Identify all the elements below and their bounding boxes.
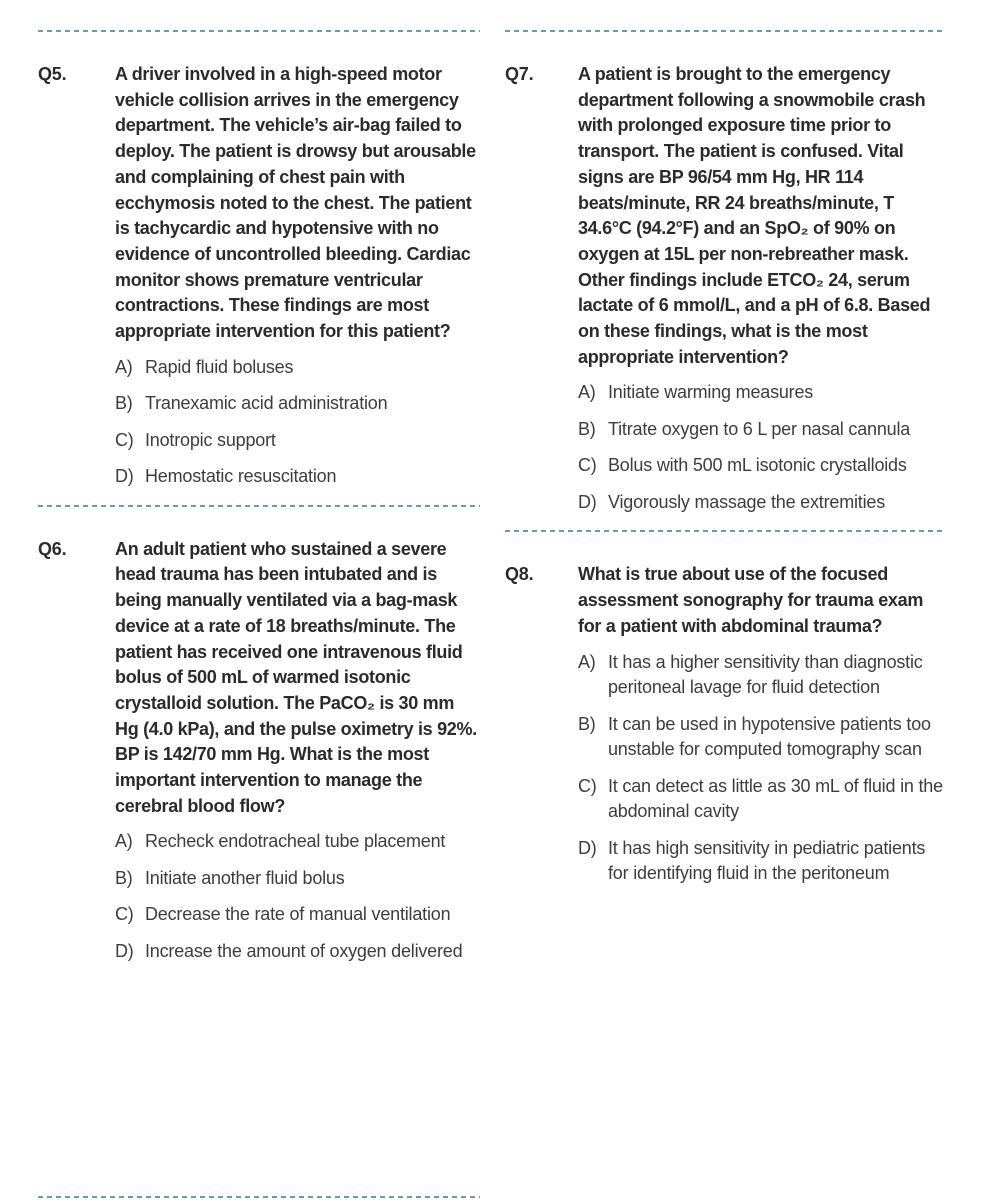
option-text: Recheck endotracheal tube placement <box>145 831 446 852</box>
option-label: A) <box>115 831 133 852</box>
option-label: D) <box>115 466 134 487</box>
option-a <box>578 650 945 701</box>
question-q8 <box>505 562 945 897</box>
option-d <box>578 490 945 516</box>
question-q7 <box>505 62 945 526</box>
option-c <box>578 453 945 479</box>
right-column <box>505 30 945 1202</box>
option-b <box>578 417 945 443</box>
section-divider-top-right <box>505 30 945 32</box>
option-c <box>115 428 480 454</box>
question-text: What is true about use of the focused assessment sonography for trauma exam for a patient with abdominal trauma? <box>578 564 924 636</box>
option-text: Vigorously massage the extremities <box>608 491 885 512</box>
option-text: It has high sensitivity in pediatric patients for identifying fluid in the peritoneum <box>608 837 926 884</box>
option-c <box>115 902 480 928</box>
option-label: D) <box>578 837 597 858</box>
option-text: Tranexamic acid administration <box>145 393 388 414</box>
question-q6 <box>38 537 480 976</box>
option-label: C) <box>578 455 597 476</box>
option-text: Titrate oxygen to 6 L per nasal cannula <box>608 418 911 439</box>
section-divider-top-left <box>38 30 480 32</box>
option-label: D) <box>578 491 597 512</box>
option-label: B) <box>578 713 596 734</box>
option-text: Inotropic support <box>145 429 276 450</box>
section-divider-mid-left <box>38 505 480 507</box>
option-label: C) <box>115 429 134 450</box>
option-text: Decrease the rate of manual ventilation <box>145 904 451 925</box>
option-label: A) <box>115 356 133 377</box>
question-text: An adult patient who sustained a severe head trauma has been intubated and is being manually ventilated via a bag-mask device at a rate of 18 breaths/minute. The patient has received one intravenous fluid bolus of 500 mL of warmed isotonic crystalloid solution. The PaCO₂ is 30 mm Hg (4.0 kPa), and the pulse oximetry is 92%. BP is 142/70 mm Hg. What is the most important intervention to manage the cerebral blood flow? <box>115 538 477 816</box>
option-a <box>115 829 480 855</box>
option-label: C) <box>578 775 597 796</box>
option-label: A) <box>578 651 596 672</box>
option-label: B) <box>578 418 596 439</box>
left-column <box>38 30 480 1202</box>
question-q5 <box>38 62 480 501</box>
question-body <box>115 62 480 501</box>
option-label: D) <box>115 940 134 961</box>
question-number: Q7. <box>505 64 534 84</box>
option-a <box>115 355 480 381</box>
section-divider-mid-right <box>505 530 945 532</box>
option-text: Rapid fluid boluses <box>145 356 294 377</box>
option-c <box>578 774 945 825</box>
question-text: A driver involved in a high-speed motor vehicle collision arrives in the emergency department. The vehicle’s air-bag failed to deploy. The patient is drowsy but arousable and complaining of chest pain with ecchymosis noted to the chest. The patient is tachycardic and hypotensive with no evidence of uncontrolled bleeding. Cardiac monitor shows premature ventricular contractions. These findings are most appropriate intervention for this patient? <box>115 64 476 342</box>
question-text: A patient is brought to the emergency department following a snowmobile crash with prolonged exposure time prior to transport. The patient is confused. Vital signs are BP 96/54 mm Hg, HR 114 beats/minute, RR 24 breaths/minute, T 34.6°C (94.2°F) and an SpO₂ of 90% on oxygen at 15L per non-rebreather mask. Other findings include ETCO₂ 24, serum lactate of 6 mmol/L, and a pH of 6.8. Based on these findings, what is the most appropriate intervention? <box>578 64 931 367</box>
option-d <box>115 939 480 965</box>
option-d <box>578 836 945 887</box>
option-text: It can be used in hypotensive patients too unstable for computed tomography scan <box>608 713 931 760</box>
question-body <box>578 62 945 526</box>
option-text: Bolus with 500 mL isotonic crystalloids <box>608 455 907 476</box>
option-b <box>578 712 945 763</box>
option-label: A) <box>578 382 596 403</box>
section-divider-bottom-left <box>38 1196 480 1198</box>
option-d <box>115 464 480 490</box>
option-text: It can detect as little as 30 mL of fluid in the abdominal cavity <box>608 775 943 822</box>
question-body <box>115 537 480 976</box>
question-number: Q5. <box>38 64 67 84</box>
option-a <box>578 380 945 406</box>
option-label: C) <box>115 904 134 925</box>
option-text: Initiate warming measures <box>608 382 814 403</box>
option-b <box>115 391 480 417</box>
option-text: Increase the amount of oxygen delivered <box>145 940 463 961</box>
options-list <box>578 380 945 515</box>
option-label: B) <box>115 867 133 888</box>
option-b <box>115 866 480 892</box>
option-label: B) <box>115 393 133 414</box>
question-body <box>578 562 945 897</box>
question-number: Q8. <box>505 564 534 585</box>
option-text: Hemostatic resuscitation <box>145 466 337 487</box>
option-text: It has a higher sensitivity than diagnostic peritoneal lavage for fluid detection <box>608 651 923 698</box>
options-list <box>115 829 480 964</box>
options-list <box>578 650 945 887</box>
option-text: Initiate another fluid bolus <box>145 867 345 888</box>
question-number: Q6. <box>38 538 67 559</box>
options-list <box>115 355 480 490</box>
